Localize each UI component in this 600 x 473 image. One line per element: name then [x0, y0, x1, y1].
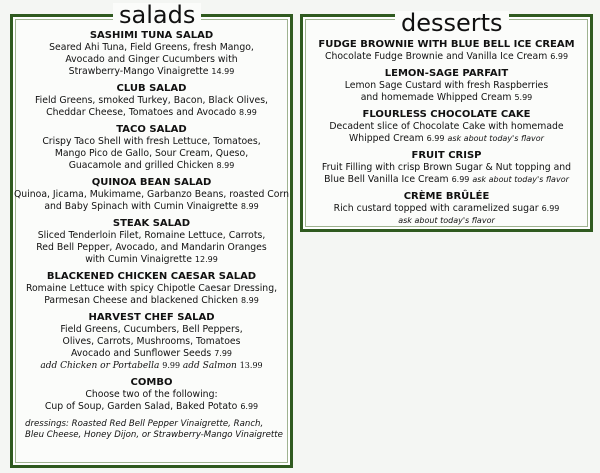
description-line: Whipped Cream [349, 133, 424, 144]
menu-item-price: 8.99 [240, 296, 259, 305]
menu-item-description [303, 51, 590, 63]
description-line: Avocado and Sunflower Seeds [70, 348, 212, 359]
description-line: Red Bell Pepper, Avocado, and Mandarin Oranges [36, 242, 267, 253]
menu-item-price: 6.99 [451, 175, 470, 184]
menu-item-description [13, 160, 290, 172]
menu-item-price: 5.99 [514, 93, 533, 102]
menu-item-description [13, 348, 290, 360]
menu-item-description [13, 54, 290, 66]
menu-item-note: ask about today's flavor [472, 175, 569, 184]
menu-item-name: QUINOA BEAN SALAD [91, 177, 212, 188]
menu-item-note: ask about today's flavor [398, 216, 495, 225]
menu-item-price: 6.99 [541, 204, 560, 213]
addon-label: add Salmon [182, 361, 237, 371]
description-line: Lemon Sage Custard with fresh Raspberries [344, 80, 549, 91]
menu-item-description [13, 189, 290, 201]
menu-item [13, 376, 290, 413]
menu-item-description [13, 389, 290, 401]
menu-item-description [303, 133, 590, 145]
menu-item-description [303, 174, 590, 186]
description-line: and Baby Spinach with Cumin Vinaigrette [44, 201, 238, 212]
menu-item-description [303, 162, 590, 174]
description-line: Field Greens, Cucumbers, Bell Peppers, [60, 324, 243, 335]
menu-item [303, 108, 590, 145]
menu-item-note-line [303, 215, 590, 227]
description-line: Rich custard topped with caramelized sugar [333, 203, 539, 214]
menu-item-name: TACO SALAD [116, 124, 187, 135]
addon-price: 9.99 [162, 361, 181, 370]
menu-item-price: 12.99 [194, 255, 218, 264]
menu-item-name: FRUIT CRISP [411, 150, 482, 161]
description-line: Guacamole and grilled Chicken [68, 160, 214, 171]
description-line: Sliced Tenderloin Filet, Romaine Lettuce, Carrots, [37, 230, 266, 241]
menu-item-name: COMBO [130, 377, 173, 388]
menu-item-price: 6.99 [426, 134, 445, 143]
menu-item-description [13, 401, 290, 413]
menu-item-description [303, 80, 590, 92]
menu-item [13, 82, 290, 119]
menu-item-description [13, 95, 290, 107]
menu-item-note: ask about today's flavor [447, 134, 544, 143]
menu-item-name: STEAK SALAD [112, 218, 191, 229]
description-line: Mango Pico de Gallo, Sour Cream, Queso, [54, 148, 249, 159]
description-line: Parmesan Cheese and blackened Chicken [44, 295, 238, 306]
desserts-heading: desserts [395, 11, 509, 35]
menu-item-name: SASHIMI TUNA SALAD [89, 30, 214, 41]
menu-item-name: BLACKENED CHICKEN CAESAR SALAD [46, 271, 257, 282]
menu-item [303, 38, 590, 63]
menu-item-description [13, 230, 290, 242]
addon-label: add Chicken or Portabella [40, 361, 160, 371]
description-line: Choose two of the following: [85, 389, 218, 400]
menu-item-price: 8.99 [240, 202, 259, 211]
description-line: Decadent slice of Chocolate Cake with homemade [329, 121, 564, 132]
menu-item-price: 6.99 [240, 402, 259, 411]
menu-item-price: 6.99 [550, 52, 569, 61]
menu-item-addons [13, 360, 290, 372]
menu-item-price: 7.99 [214, 349, 232, 358]
menu-item [13, 270, 290, 307]
addon-price: 13.99 [239, 361, 263, 370]
description-line: Field Greens, smoked Turkey, Bacon, Black Olives, [35, 95, 268, 106]
menu-item [303, 190, 590, 227]
menu-item [13, 29, 290, 78]
description-line: Cheddar Cheese, Tomatoes and Avocado [46, 107, 237, 118]
description-line: Chocolate Fudge Brownie and Vanilla Ice Cream [324, 51, 548, 62]
description-line: and homemade Whipped Cream [360, 92, 512, 103]
menu-item-name: FLOURLESS CHOCOLATE CAKE [362, 109, 531, 120]
menu-item-price: 8.99 [239, 108, 257, 117]
description-line: Avocado and Ginger Cucumbers with [65, 54, 238, 65]
description-line: Crispy Taco Shell with fresh Lettuce, Tomatoes, [42, 136, 261, 147]
salads-heading: salads [113, 3, 201, 27]
description-line: with Cumin Vinaigrette [85, 254, 192, 265]
description-line: Strawberry-Mango Vinaigrette [68, 66, 209, 77]
dressings-note [13, 419, 290, 441]
menu-item-price: 14.99 [211, 67, 235, 76]
desserts-list [303, 38, 590, 231]
menu-item-description [13, 42, 290, 54]
description-line: Fruit Filling with crisp Brown Sugar & Nut topping and [321, 162, 572, 173]
menu-item [13, 217, 290, 266]
menu-item-description [13, 148, 290, 160]
menu-item-name: CRÈME BRÛLÉE [403, 191, 490, 202]
description-line: Cup of Soup, Garden Salad, Baked Potato [44, 401, 238, 412]
menu-item-description [13, 136, 290, 148]
description-line: Romaine Lettuce with spicy Chipotle Caesar Dressing, [25, 283, 278, 294]
menu-item [303, 67, 590, 104]
menu-item-description [303, 203, 590, 215]
menu-item [13, 176, 290, 213]
menu-item-description [13, 66, 290, 78]
dressings-line: Bleu Cheese, Honey Dijon, or Strawberry-Mango Vinaigrette [25, 430, 283, 440]
description-line: Blue Bell Vanilla Ice Cream [324, 174, 449, 185]
menu-item-description [13, 336, 290, 348]
menu-item-price: 8.99 [216, 161, 235, 170]
description-line: Olives, Carrots, Mushrooms, Tomatoes [62, 336, 241, 347]
menu-item-description [13, 107, 290, 119]
dressings-line: dressings: Roasted Red Bell Pepper Vinaigrette, Ranch, [25, 419, 264, 429]
menu-item-description [303, 92, 590, 104]
menu-item [303, 149, 590, 186]
menu-item-name: CLUB SALAD [116, 83, 187, 94]
salads-panel [10, 1, 293, 468]
menu-item-description [13, 201, 290, 213]
menu-item-description [303, 121, 590, 133]
menu-item-description [13, 295, 290, 307]
menu-item [13, 311, 290, 372]
menu-item [13, 123, 290, 172]
desserts-panel [300, 9, 593, 232]
description-line: Quinoa, Jicama, Mukimame, Garbanzo Beans, roasted Corn [13, 189, 290, 200]
menu-item-description [13, 324, 290, 336]
menu-item-name: LEMON-SAGE PARFAIT [384, 68, 509, 79]
menu-item-description [13, 242, 290, 254]
description-line: Seared Ahi Tuna, Field Greens, fresh Mango, [49, 42, 254, 53]
menu-item-name: HARVEST CHEF SALAD [88, 312, 215, 323]
menu-item-description [13, 254, 290, 266]
menu-item-description [13, 283, 290, 295]
salads-list [13, 29, 290, 441]
menu-item-name: FUDGE BROWNIE WITH BLUE BELL ICE CREAM [318, 39, 575, 50]
